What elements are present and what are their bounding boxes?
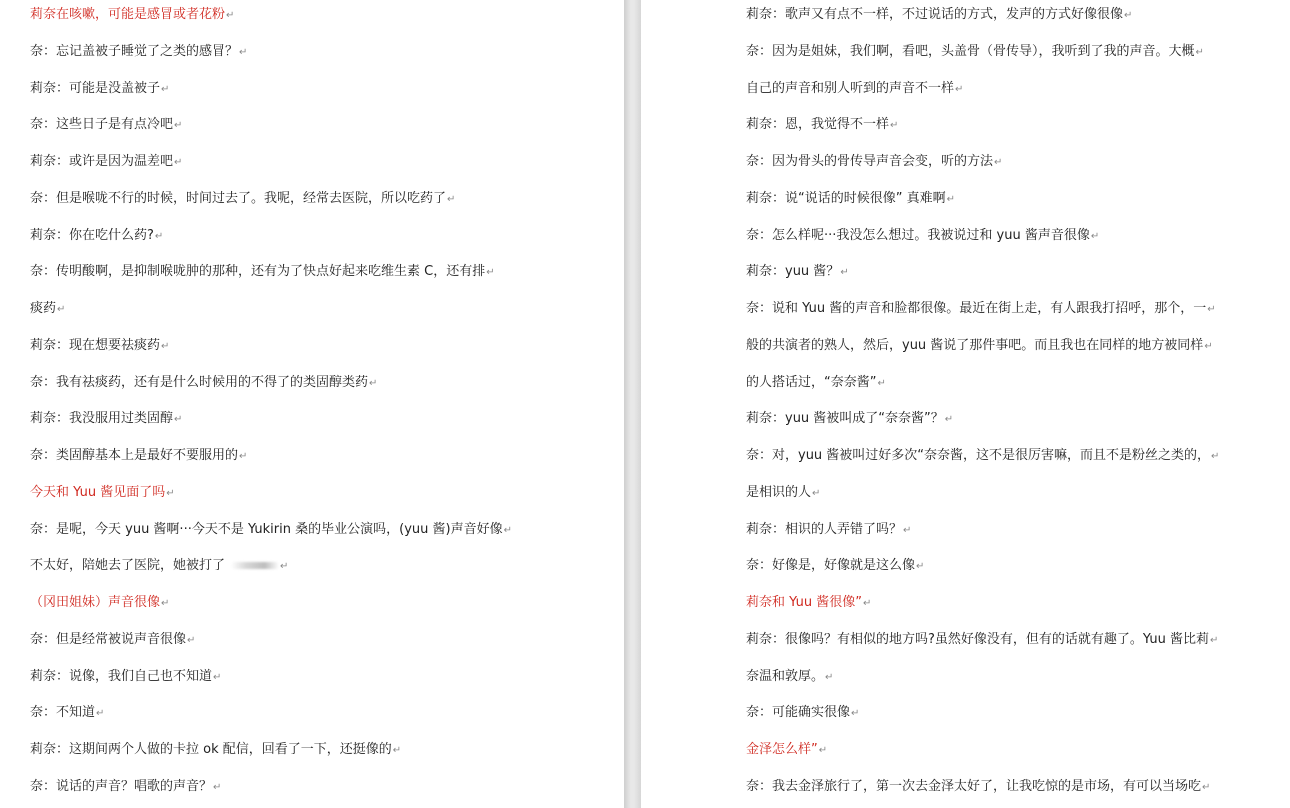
dialogue-line: [30, 80, 169, 99]
paragraph-mark-icon: ↵: [944, 414, 954, 426]
paragraph-mark-icon: ↵: [1090, 230, 1100, 242]
line-text: 奈：但是喉咙不行的时候，时间过去了。我呢，经常去医院，所以吃药了: [30, 190, 447, 206]
dialogue-line: [746, 631, 1261, 650]
paragraph-mark-icon: ↵: [851, 708, 860, 720]
paragraph-mark-icon: ↵: [239, 46, 248, 58]
paragraph-mark-icon: ↵: [96, 708, 105, 720]
line-text: 奈：是呢，今天 yuu 酱啊···今天不是 Yukirin 桑的毕业公演吗，(yuu 酱)声音好像: [30, 521, 503, 537]
paragraph-mark-icon: ↵: [840, 267, 849, 279]
line-text: 奈：不知道: [30, 705, 96, 721]
dialogue-line: [746, 300, 1261, 319]
line-text: 痰药: [30, 301, 57, 316]
line-text: 奈：忘记盖被子睡觉了之类的感冒？: [30, 43, 239, 59]
paragraph-mark-icon: ↵: [447, 193, 456, 205]
heading-line: [746, 594, 1261, 613]
paragraph-mark-icon: ↵: [1204, 340, 1213, 352]
dialogue-line: [30, 778, 221, 797]
dialogue-line: [30, 521, 512, 540]
document-page-left: [0, 0, 624, 808]
paragraph-mark-icon: ↵: [862, 598, 872, 609]
line-text: 自己的声音和别人听到的声音不一样: [746, 80, 955, 96]
paragraph-mark-icon: ↵: [161, 83, 170, 95]
paragraph-mark-icon: ↵: [903, 524, 912, 536]
dialogue-line: [746, 337, 1261, 356]
line-text: 莉奈：或许是因为温差吧: [30, 154, 174, 169]
line-text: 莉奈：yuu 酱被叫成了“奈奈酱”？: [746, 411, 944, 427]
dialogue-line: [30, 631, 195, 650]
paragraph-mark-icon: ↵: [161, 340, 170, 352]
dialogue-line: [746, 153, 1261, 172]
dialogue-line: [746, 484, 1261, 503]
dialogue-line: [746, 704, 1261, 723]
paragraph-mark-icon: ↵: [280, 561, 289, 573]
line-text: 奈：因为是姐妹，我们啊，看吧，头盖骨（骨传导），我听到了我的声音。大概: [746, 43, 1195, 59]
dialogue-line: [746, 43, 1261, 62]
line-text: 莉奈：很像吗？有相似的地方吗?虽然好像没有，但有的话就有趣了。Yuu 酱比莉: [746, 631, 1209, 647]
paragraph-mark-icon: ↵: [174, 414, 183, 426]
paragraph-mark-icon: ↵: [1211, 451, 1220, 462]
line-text: 莉奈：恩，我觉得不一样: [746, 117, 890, 133]
paragraph-mark-icon: ↵: [154, 230, 164, 242]
paragraph-mark-icon: ↵: [57, 304, 66, 315]
line-text: 莉奈在咳嗽，可能是感冒或者花粉: [30, 7, 226, 22]
paragraph-mark-icon: ↵: [1202, 781, 1211, 793]
dialogue-line: [746, 410, 1261, 429]
dialogue-line: [746, 190, 1261, 209]
paragraph-mark-icon: ↵: [946, 193, 955, 205]
redacted-blur: [231, 562, 279, 569]
document-page-right: [641, 0, 1290, 808]
dialogue-line: [746, 80, 1261, 99]
dialogue-line: [30, 337, 169, 356]
dialogue-line: [30, 447, 247, 466]
line-text: 奈温和敦厚。: [746, 668, 825, 684]
line-text: 奈：对，yuu 酱被叫过好多次“奈奈酱，这不是很厉害嘛，而且不是粉丝之类的，: [746, 448, 1211, 463]
paragraph-mark-icon: ↵: [890, 120, 899, 132]
line-text: 莉奈：歌声又有点不一样，不过说话的方式，发声的方式好像很像: [746, 7, 1124, 22]
paragraph-mark-icon: ↵: [213, 781, 222, 793]
dialogue-line: [30, 410, 182, 429]
paragraph-mark-icon: ↵: [174, 157, 183, 168]
dialogue-line: [30, 374, 377, 393]
paragraph-mark-icon: ↵: [187, 634, 196, 646]
line-text: 莉奈和 Yuu 酱很像”: [746, 595, 862, 610]
paragraph-mark-icon: ↵: [1124, 10, 1133, 21]
paragraph-mark-icon: ↵: [213, 671, 222, 683]
heading-line: [746, 741, 1261, 760]
line-text: 奈：说和 Yuu 酱的声音和脸都很像。最近在街上走，有人跟我打招呼，那个，一: [746, 301, 1207, 316]
dialogue-line: [30, 43, 247, 62]
paragraph-mark-icon: ↵: [166, 487, 175, 499]
paragraph-mark-icon: ↵: [174, 120, 183, 132]
heading-line: [30, 594, 169, 613]
line-text: 莉奈：你在吃什么药?: [30, 227, 154, 243]
dialogue-line: [30, 668, 221, 687]
dialogue-line: [746, 778, 1261, 797]
line-text: 今天和 Yuu 酱见面了吗: [30, 484, 166, 500]
line-text: 奈：这些日子是有点冷吧: [30, 117, 174, 133]
dialogue-line: [30, 300, 65, 319]
line-text: 的人搭话过，“奈奈酱”: [746, 374, 877, 390]
dialogue-line: [746, 116, 1261, 135]
dialogue-line: [30, 263, 495, 282]
dialogue-line: [30, 704, 104, 723]
dialogue-line: [746, 668, 1261, 687]
line-text: 莉奈：现在想要祛痰药: [30, 337, 161, 353]
dialogue-line: [746, 227, 1261, 246]
paragraph-mark-icon: ↵: [812, 487, 821, 499]
heading-line: [30, 6, 234, 25]
line-text: 奈：我去金泽旅行了，第一次去金泽太好了，让我吃惊的是市场，有可以当场吃: [746, 778, 1202, 794]
paragraph-mark-icon: ↵: [161, 598, 170, 609]
page-gutter: [624, 0, 641, 808]
line-text: 奈：我有祛痰药，还有是什么时候用的不得了的类固醇类药: [30, 374, 369, 390]
line-text: 奈：可能确实很像: [746, 705, 851, 721]
paragraph-mark-icon: ↵: [825, 671, 834, 683]
line-text: 奈：好像是，好像就是这么像: [746, 558, 916, 574]
line-text: 奈：类固醇基本上是最好不要服用的: [30, 448, 239, 463]
paragraph-mark-icon: ↵: [239, 451, 248, 462]
paragraph-mark-icon: ↵: [994, 157, 1003, 168]
line-text: 奈：传明酸啊，是抑制喉咙肿的那种，还有为了快点好起来吃维生素 C，还有排: [30, 264, 486, 280]
dialogue-line: [30, 557, 288, 576]
line-text: 莉奈：yuu 酱？: [746, 264, 840, 280]
paragraph-mark-icon: ↵: [503, 524, 512, 536]
paragraph-mark-icon: ↵: [369, 377, 378, 389]
dialogue-line: [746, 374, 1261, 393]
heading-line: [30, 484, 175, 503]
paragraph-mark-icon: ↵: [1195, 46, 1204, 58]
line-text: 莉奈：我没服用过类固醇: [30, 411, 174, 427]
paragraph-mark-icon: ↵: [916, 561, 925, 573]
line-text: 不太好，陪她去了医院，她被打了: [30, 558, 226, 574]
line-text: 金泽怎么样”: [746, 742, 818, 757]
paragraph-mark-icon: ↵: [877, 377, 886, 389]
paragraph-mark-icon: ↵: [486, 267, 495, 279]
line-text: 奈：因为骨头的骨传导声音会变，听的方法: [746, 154, 994, 169]
line-text: 莉奈：相识的人弄错了吗？: [746, 521, 903, 537]
dialogue-line: [30, 116, 182, 135]
dialogue-line: [746, 447, 1261, 466]
dialogue-line: [746, 6, 1261, 25]
line-text: 奈：怎么样呢···我没怎么想过。我被说过和 yuu 酱声音很像: [746, 227, 1090, 243]
dialogue-line: [746, 557, 1261, 576]
line-text: 奈：但是经常被说声音很像: [30, 631, 187, 647]
dialogue-line: [30, 227, 163, 246]
dialogue-line: [746, 521, 1261, 540]
paragraph-mark-icon: ↵: [226, 10, 235, 21]
line-text: 般的共演者的熟人，然后，yuu 酱说了那件事吧。而且我也在同样的地方被同样: [746, 337, 1204, 353]
paragraph-mark-icon: ↵: [392, 745, 402, 756]
line-text: 莉奈：说“说话的时候很像” 真难啊: [746, 190, 946, 206]
paragraph-mark-icon: ↵: [1209, 634, 1219, 646]
paragraph-mark-icon: ↵: [1207, 304, 1216, 315]
dialogue-line: [30, 190, 455, 209]
line-text: 是相识的人: [746, 484, 812, 500]
paragraph-mark-icon: ↵: [818, 745, 828, 756]
dialogue-line: [30, 741, 401, 760]
line-text: 莉奈：这期间两个人做的卡拉 ok 配信，回看了一下，还挺像的: [30, 742, 392, 757]
line-text: 奈：说话的声音？唱歌的声音？: [30, 778, 213, 794]
line-text: （冈田姐妹）声音很像: [30, 595, 161, 610]
dialogue-line: [746, 263, 1261, 282]
line-text: 莉奈：可能是没盖被子: [30, 80, 161, 96]
dialogue-line: [30, 153, 182, 172]
paragraph-mark-icon: ↵: [955, 83, 964, 95]
line-text: 莉奈：说像，我们自己也不知道: [30, 668, 213, 684]
